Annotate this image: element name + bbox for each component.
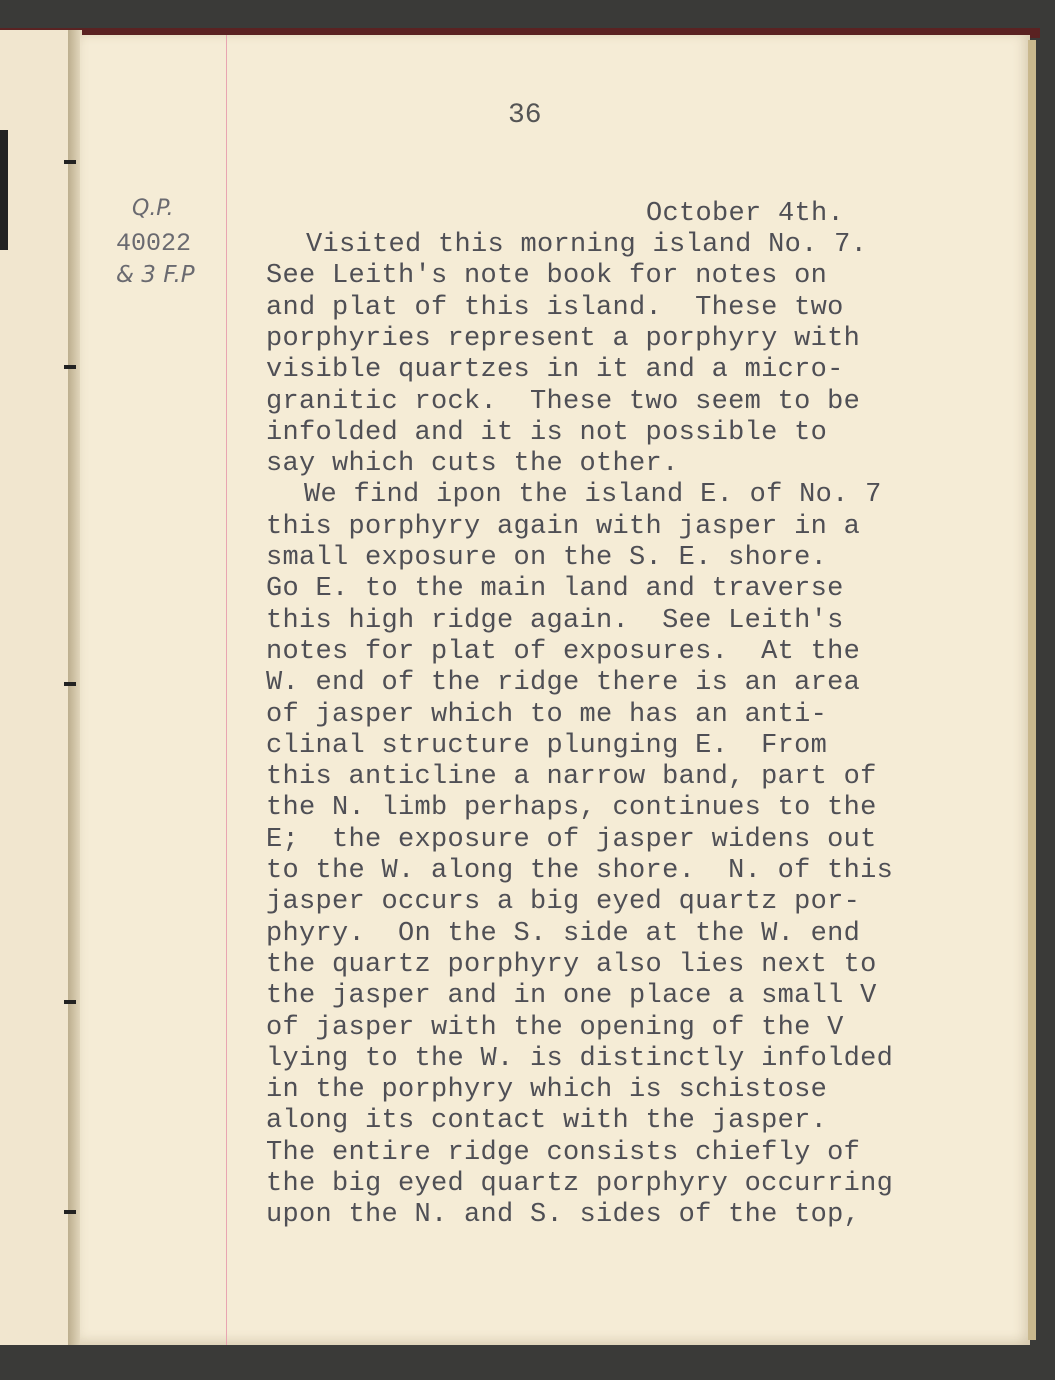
binding-stitch (64, 365, 76, 369)
entry-line: notes for plat of exposures. At the (266, 636, 861, 667)
entry-line: infolded and it is not possible to (266, 417, 828, 448)
binding-stitch (64, 1210, 76, 1214)
entry-line: lying to the W. is distinctly infolded (266, 1043, 894, 1074)
binding-stitch (64, 1000, 76, 1004)
entry-line: phyry. On the S. side at the W. end (266, 918, 861, 949)
entry-line: along its contact with the jasper. (266, 1106, 828, 1137)
entry-line: E; the exposure of jasper widens out (266, 824, 877, 855)
entry-line: W. end of the ridge there is an area (266, 668, 861, 699)
entry-line: and plat of this island. These two (266, 292, 844, 323)
entry-line: the quartz porphyry also lies next to (266, 949, 877, 980)
facing-page (0, 30, 72, 1345)
entry-line: the big eyed quartz porphyry occurring (266, 1169, 894, 1199)
margin-note-specimen-number: 40022 (116, 229, 192, 258)
entry-line: upon the N. and S. sides of the top, (266, 1200, 861, 1231)
entry-line: in the porphyry which is schistose (266, 1075, 828, 1106)
entry-line: to the W. along the shore. N. of this (266, 856, 894, 886)
page-edge (1028, 40, 1036, 1340)
entry-line: the jasper and in one place a small V (266, 981, 877, 1012)
entry-line: the N. limb perhaps, continues to the (266, 793, 877, 824)
entry-line: Visited this morning island No. 7. (306, 230, 868, 260)
entry-line: See Leith's note book for notes on (266, 261, 828, 292)
entry-line: this anticline a narrow band, part of (266, 762, 877, 793)
entry-line: clinal structure plunging E. From (266, 730, 828, 761)
binding-stitch (64, 682, 76, 686)
entry-line: We find ipon the island E. of No. 7 (304, 480, 882, 511)
entry-line: of jasper which to me has an anti- (266, 699, 828, 730)
entry-line: granitic rock. These two seem to be (266, 386, 861, 417)
margin-note-qp: Q.P. (132, 196, 174, 221)
entry-line: Go E. to the main land and traverse (266, 574, 844, 605)
entry-line: The entire ridge consists chiefly of (266, 1137, 861, 1168)
entry-line: small exposure on the S. E. shore. (266, 543, 828, 573)
entry-line: this porphyry again with jasper in a (266, 511, 861, 542)
margin-note-fp: & 3 F.P (116, 262, 195, 288)
margin-rule (226, 35, 227, 1345)
entry-date: October 4th. (646, 199, 845, 229)
entry-line: porphyries represent a porphyry with (266, 323, 861, 354)
entry-line: say which cuts the other. (266, 449, 679, 480)
facing-page-shadow (0, 130, 8, 250)
entry-line: this high ridge again. See Leith's (266, 605, 844, 636)
entry-line: visible quartzes in it and a micro- (266, 355, 844, 386)
entry-line: jasper occurs a big eyed quartz por- (266, 887, 861, 918)
page-number: 36 (508, 100, 542, 131)
entry-line: of jasper with the opening of the V (266, 1012, 844, 1043)
binding-stitch (64, 160, 76, 164)
